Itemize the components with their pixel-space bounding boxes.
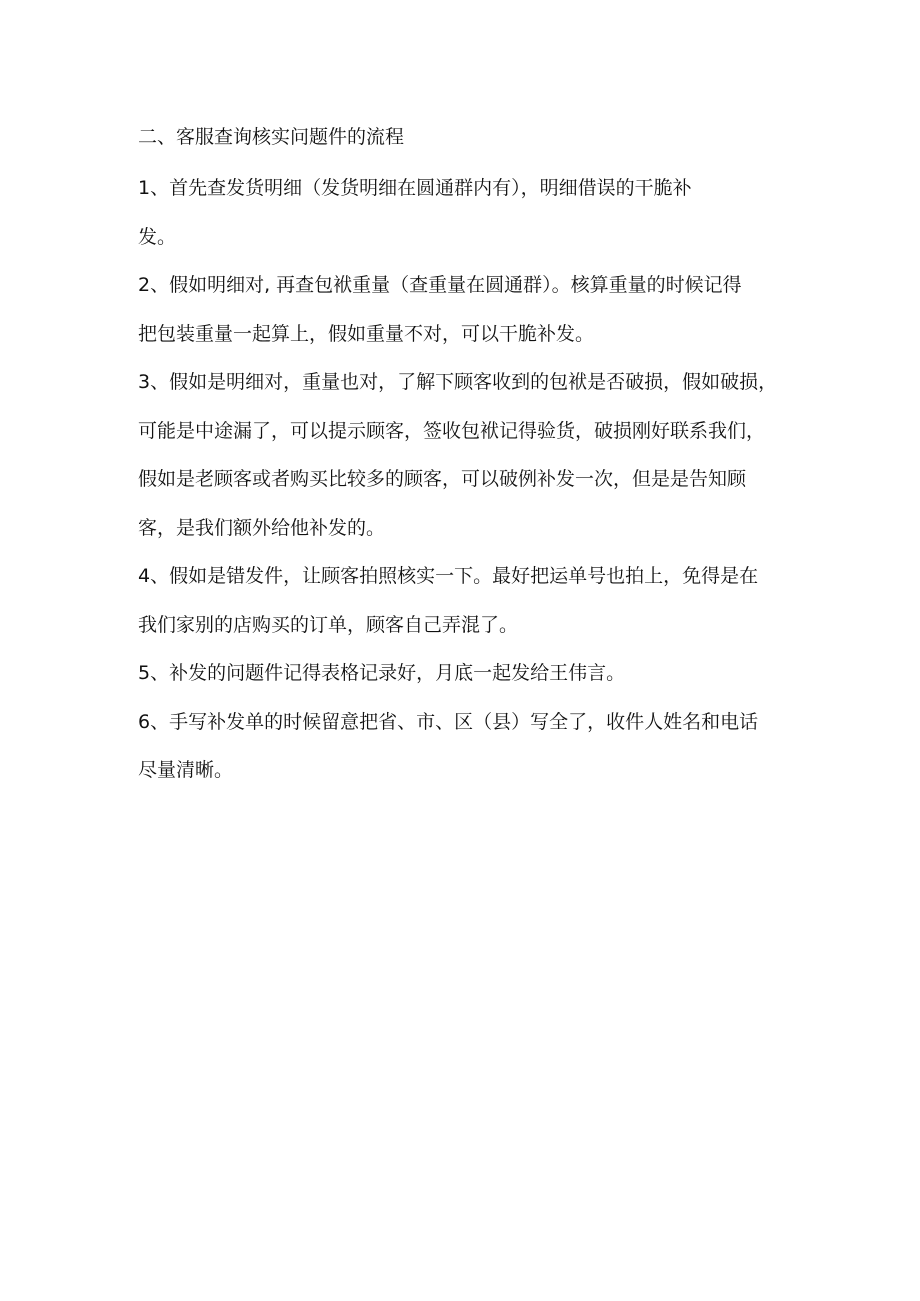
list-item-line: 尽量清晰。: [138, 759, 234, 781]
list-item-line: 我们家别的店购买的订单，顾客自己弄混了。: [138, 613, 519, 636]
list-item-line: 客，是我们额外给他补发的。: [138, 516, 386, 539]
list-item-line: 把包装重量一起算上，假如重量不对，可以干脆补发。: [138, 322, 595, 345]
list-item-line: 可能是中途漏了，可以提示顾客，签收包袱记得验货，破损刚好联系我们，: [138, 419, 766, 442]
list-item-line: 4、假如是错发件，让顾客拍照核实一下。最好把运单号也拍上，免得是在: [138, 565, 759, 587]
list-item-line: 发。: [138, 225, 177, 248]
list-item-1: [138, 164, 790, 261]
list-item-4: [138, 552, 790, 649]
list-item-line: 假如是老顾客或者购买比较多的顾客，可以破例补发一次，但是是告知顾: [138, 468, 747, 490]
list-item-line: 1、首先查发货明细（发货明细在圆通群内有），明细借误的干脆补: [138, 177, 692, 199]
list-item-6: [138, 698, 790, 795]
list-item-3: [138, 358, 790, 552]
document-body: [138, 118, 790, 795]
list-item-line: 5、补发的问题件记得表格记录好，月底一起发给王伟言。: [138, 662, 626, 684]
list-item-line: 3、假如是明细对，重量也对，了解下顾客收到的包袱是否破损，假如破损，: [138, 371, 778, 393]
list-item-2: [138, 261, 790, 358]
list-item-line: 2、假如明细对, 再查包袱重量（查重量在圆通群）。核算重量的时候记得: [138, 274, 742, 296]
section-heading: 二、客服查询核实问题件的流程: [138, 126, 405, 148]
list-item-line: 6、手写补发单的时候留意把省、市、区（县）写全了，收件人姓名和电话: [138, 710, 759, 733]
list-item-5: [138, 649, 790, 698]
